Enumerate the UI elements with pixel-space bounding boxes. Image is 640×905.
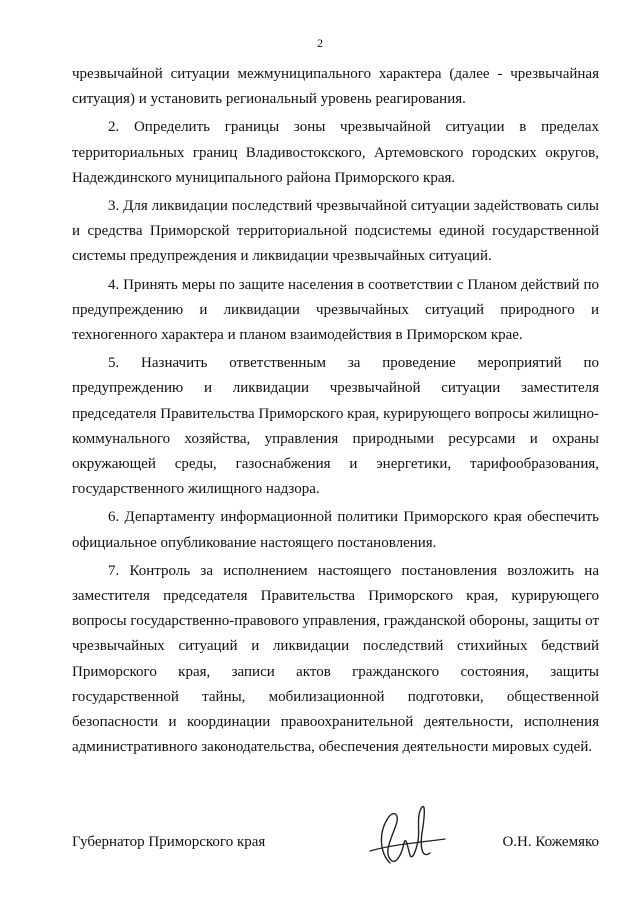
paragraph-3: 3. Для ликвидации последствий чрезвычайной ситуации задействовать силы и средства Приморской территориальной подсистемы единой государственной системы предупреждения и ликвидации чрезвычайных ситуаций. xyxy=(72,198,599,265)
paragraph-5: 5. Назначить ответственным за проведение мероприятий по предупреждению и ликвидации чрезвычайной ситуации заместителя председателя Правительства Приморского края, курирующего вопросы жилищно-коммунального хозяйства, управления природными ресурсами и охраны окружающей среды, газоснабжения и энергетики, тарифообразования, государственного жилищного надзора. xyxy=(72,355,599,498)
paragraph-1-continuation: чрезвычайной ситуации межмуниципального характера (далее - чрезвычайная ситуация) и установить региональный уровень реагирования. xyxy=(72,66,599,108)
signatory-name: О.Н. Кожемяко xyxy=(502,834,599,850)
paragraph-6: 6. Департаменту информационной политики Приморского края обеспечить официальное опубликование настоящего постановления. xyxy=(72,509,599,551)
paragraph-4: 4. Принять меры по защите населения в соответствии с Планом действий по предупреждению и ликвидации чрезвычайных ситуаций природного и техногенного характера и планом взаимодействия в Приморском крае. xyxy=(72,276,599,344)
paragraph-2: 2. Определить границы зоны чрезвычайной ситуации в пределах территориальных границ Владивостокского, Артемовского городских округов, Надеждинского муниципального района Приморского края. xyxy=(72,119,599,186)
handwritten-signature xyxy=(360,793,450,873)
document-body xyxy=(72,62,599,763)
paragraph-7: 7. Контроль за исполнением настоящего постановления возложить на заместителя председателя Правительства Приморского края, курирующего вопросы государственно-правового управления, гражданской обороны, защиты от чрезвычайных ситуаций и ликвидации последствий стихийных бедствий Приморского края, записи актов гражданского состояния, защиты государственной тайны, мобилизационной подготовки, общественной безопасности и координации правоохранительной деятельности, исполнения административного законодательства, обеспечения деятельности мировых судей. xyxy=(72,562,599,756)
signatory-title: Губернатор Приморского края xyxy=(72,834,266,850)
signature-block xyxy=(72,834,599,858)
page-number: 2 xyxy=(317,36,323,50)
